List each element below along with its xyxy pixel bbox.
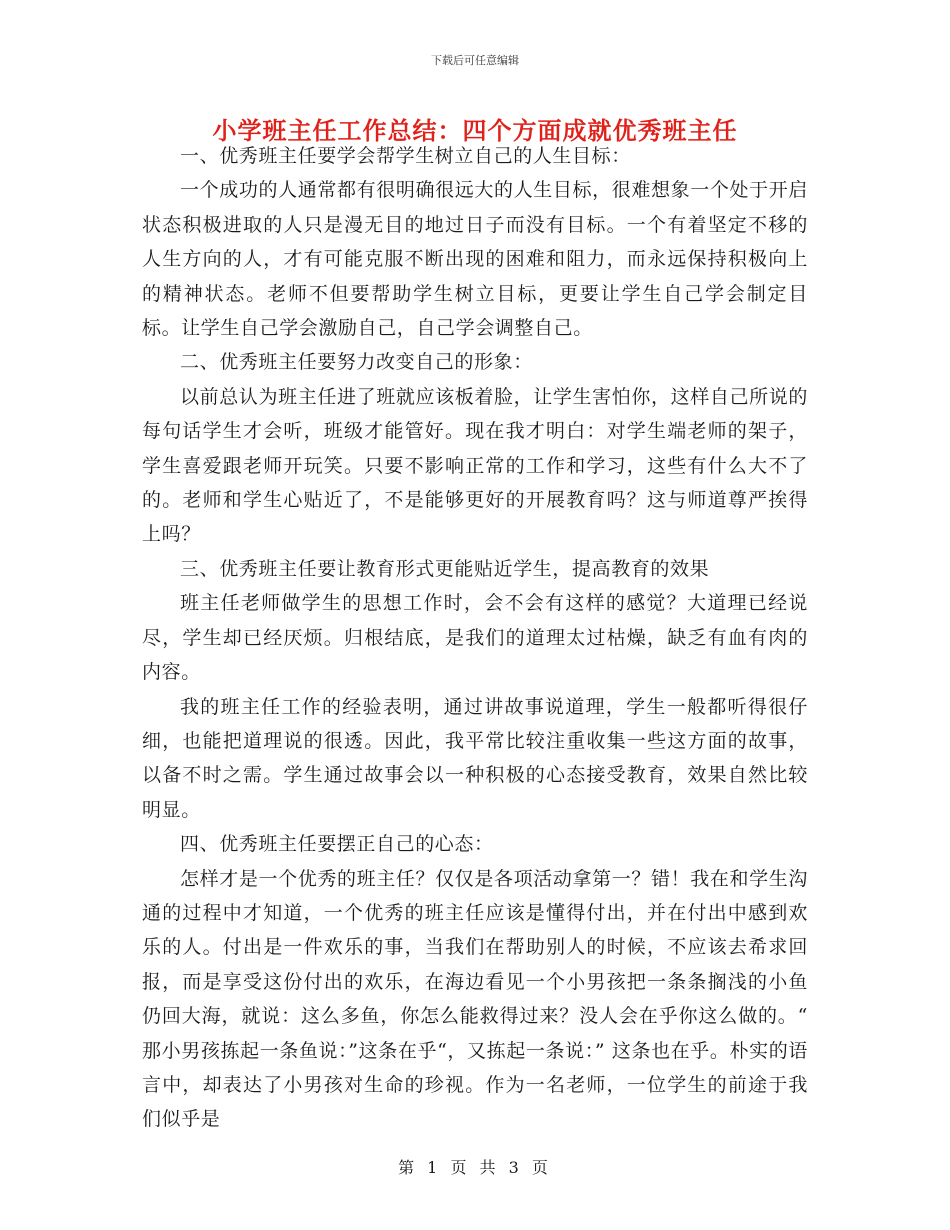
paragraph: 班主任老师做学生的思想工作时，会不会有这样的感觉？大道理已经说尽，学生却已经厌烦。归根结底，是我们的道理太过枯燥，缺乏有血有肉的内容。 [142,592,808,684]
paragraph: 怎样才是一个优秀的班主任？仅仅是各项活动拿第一？错！我在和学生沟通的过程中才知道，一个优秀的班主任应该是懂得付出，并在付出中感到欢乐的人。付出是一件欢乐的事，当我们在帮助别人的时候，不应该去希求回报，而是享受这份付出的欢乐，在海边看见一个小男孩把一条条搁浅的小鱼仍回大海，就说：这么多鱼，你怎么能救得过来？没人会在乎你这么做的。“ 那小男孩拣起一条鱼说：”这条在乎“，又拣起一条说：” 这条也在乎。朴实的语言中，却表达了小男孩对生命的珍视。作为一名老师，一位学生的前途于我们似乎是 [142,867,808,1131]
section-heading-4: 四、优秀班主任要摆正自己的心态： [180,833,494,856]
document-title: 小学班主任工作总结：四个方面成就优秀班主任 [212,116,738,145]
document-body [142,139,808,1137]
section-heading-1: 一、优秀班主任要学会帮学生树立自己的人生目标： [180,145,631,167]
section-heading-2: 二、优秀班主任要努力改变自己的形象： [180,351,533,374]
section-heading-3: 三、优秀班主任要让教育形式更能贴近学生，提高教育的效果 [180,557,710,580]
paragraph: 我的班主任工作的经验表明，通过讲故事说道理，学生一般都听得很仔细，也能把道理说的很透。因此，我平常比较注重收集一些这方面的故事，以备不时之需。学生通过故事会以一种积极的心态接受教育，效果自然比较明显。 [142,695,808,821]
page-footer: 第 1 页 共 3 页 [398,1158,552,1177]
paragraph: 以前总认为班主任进了班就应该板着脸，让学生害怕你，这样自己所说的每句话学生才会听，班级才能管好。现在我才明白：对学生端老师的架子，学生喜爱跟老师开玩笑。只要不影响正常的工作和学习，这些有什么大不了的。老师和学生心贴近了，不是能够更好的开展教育吗？这与师道尊严挨得上吗？ [142,385,808,546]
header-note: 下载后可任意编辑 [431,54,519,67]
paragraph: 一个成功的人通常都有很明确很远大的人生目标，很难想象一个处于开启状态积极进取的人只是漫无目的地过日子而没有目标。一个有着坚定不移的人生方向的人，才有可能克服不断出现的困难和阻力，而永远保持积极向上的精神状态。老师不但要帮助学生树立目标，更要让学生自己学会制定目标。让学生自己学会激励自己，自己学会调整自己。 [142,179,808,340]
